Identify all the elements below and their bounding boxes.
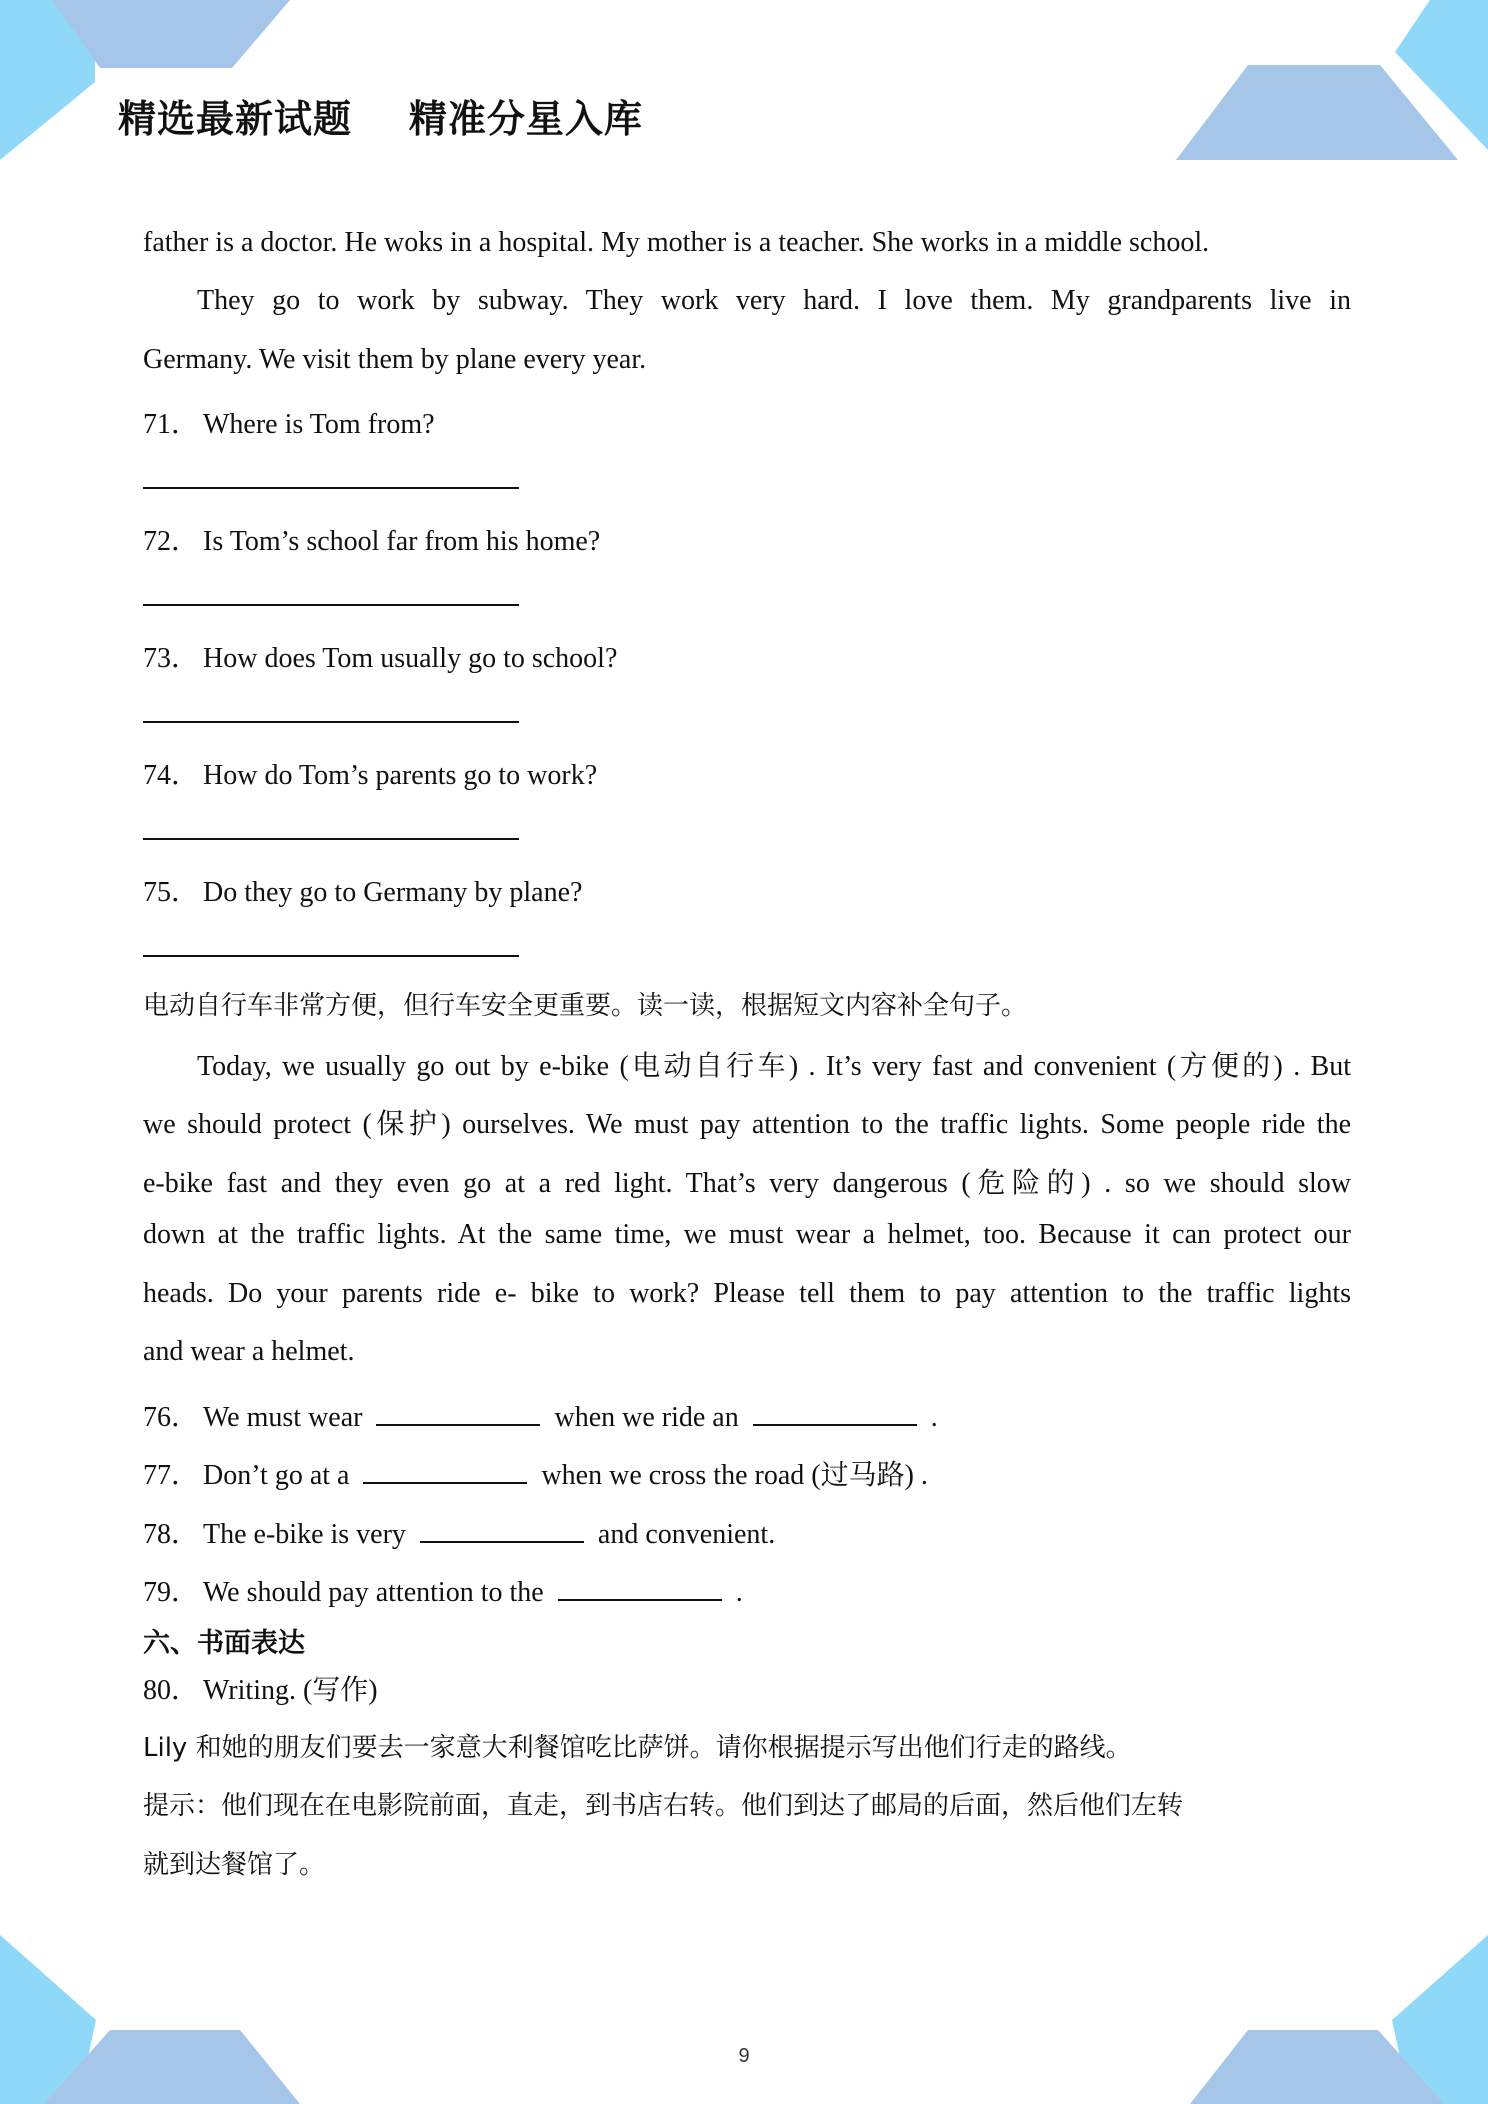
question-number: 77． [143,1460,200,1491]
question-number: 75． [143,877,200,908]
question-text: How do Tom’s parents go to work? [203,760,598,791]
question-75 [143,870,1351,910]
question-text: We should pay attention to the [203,1577,544,1608]
passage1-line3: Germany. We visit them by plane every year. [143,344,647,375]
question-78 [143,1512,1351,1552]
fill-blank[interactable] [558,1575,722,1601]
question-text: when we ride an [554,1402,739,1433]
question-text: Is Tom’s school far from his home? [203,526,601,557]
question-text: Writing. (写作) [203,1675,378,1706]
fill-blank[interactable] [363,1458,527,1484]
fill-blank[interactable] [420,1517,584,1543]
question-number: 79． [143,1577,200,1608]
question-number: 80． [143,1675,200,1706]
question-71 [143,402,1351,442]
question-number: 74． [143,760,200,791]
question-73 [143,636,1351,676]
passage2-line6: and wear a helmet. [143,1336,355,1367]
question-text: Do they go to Germany by plane? [203,877,583,908]
passage1-line2: They go to work by subway. They work very hard. I love them. My grandparents live in [197,285,1351,316]
page-number: 9 [738,2045,750,2067]
question-text: We must wear [203,1402,363,1433]
answer-line-75[interactable] [143,955,519,957]
question-text: Don’t go at a [203,1460,350,1491]
question-number: 78． [143,1519,200,1550]
question-text: How does Tom usually go to school? [203,643,618,674]
fill-blank[interactable] [753,1400,917,1426]
question-79 [143,1570,1351,1610]
passage1-line1: father is a doctor. He woks in a hospital. My mother is a teacher. She works in a middle school. [143,227,1210,258]
question-text: Where is Tom from? [203,409,435,440]
answer-line-71[interactable] [143,487,519,489]
question-80 [143,1668,1351,1708]
passage2-line5: heads. Do your parents ride e- bike to work? Please tell them to pay attention to the traffic lights [143,1278,1351,1309]
question-text: and convenient. [597,1519,776,1550]
writing-hint-line1: 提示：他们现在在电影院前面，直走，到书店右转。他们到达了邮局的后面，然后他们左转 [143,1791,1184,1821]
question-number: 76． [143,1402,200,1433]
question-text: when we cross the road (过马路) . [541,1460,928,1491]
question-text: The e-bike is very [203,1519,406,1550]
passage2-line1: Today, we usually go out by e-bike (电动自行车) . It’s very fast and convenient (方便的) . But [197,1051,1351,1082]
fill-blank[interactable] [376,1400,540,1426]
header-title: 精选最新试题 精准分星入库 [118,97,643,141]
question-77 [143,1453,1351,1493]
top-right-trapezoid [1176,65,1458,160]
passage2-intro: 电动自行车非常方便，但行车安全更重要。读一读，根据短文内容补全句子。 [143,991,1028,1021]
writing-prompt: Lily 和她的朋友们要去一家意大利餐馆吃比萨饼。请你根据提示写出他们行走的路线。 [143,1733,1132,1763]
question-76 [143,1395,1351,1435]
writing-hint-line2: 就到达餐馆了。 [143,1850,326,1880]
question-72 [143,519,1351,559]
question-text: . [735,1577,743,1608]
question-number: 72． [143,526,200,557]
passage2-line2: we should protect (保护) ourselves. We must pay attention to the traffic lights. Some people ride the [143,1109,1351,1140]
answer-line-73[interactable] [143,721,519,723]
section-heading: 六、书面表达 [143,1628,305,1659]
question-number: 73． [143,643,200,674]
passage2-line3: e-bike fast and they even go at a red light. That’s very dangerous (危险的) . so we should slow [143,1168,1351,1199]
answer-line-74[interactable] [143,838,519,840]
question-74 [143,753,1351,793]
question-number: 71． [143,409,200,440]
passage2-line4: down at the traffic lights. At the same time, we must wear a helmet, too. Because it can protect our [143,1219,1351,1250]
answer-line-72[interactable] [143,604,519,606]
question-text: . [930,1402,938,1433]
